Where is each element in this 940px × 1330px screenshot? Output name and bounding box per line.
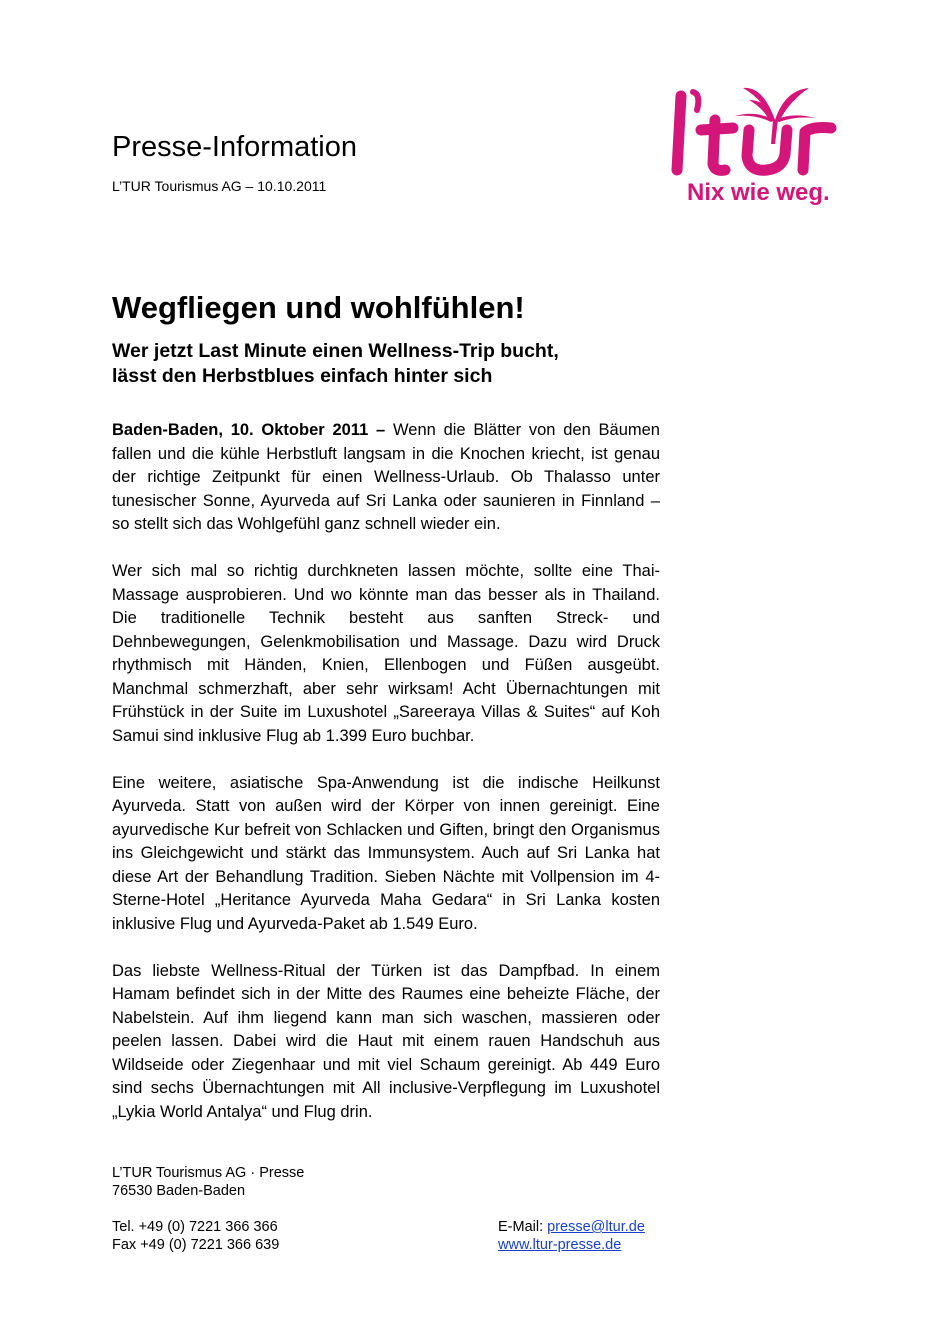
article-headline: Wegfliegen und wohlfühlen! [112,290,525,325]
article-paragraph [112,419,660,537]
email-label: E-Mail: [498,1219,548,1235]
dateline: Baden-Baden, 10. Oktober 2011 – [112,421,386,439]
page-title: Presse-Information [112,131,357,163]
ltur-logo [663,82,848,208]
subheadline-line: Wer jetzt Last Minute einen Wellness-Trip bucht, [112,340,559,362]
footer-email [498,1218,660,1236]
website-link[interactable]: www.ltur-presse.de [498,1237,622,1253]
article-paragraph: Eine weitere, asiatische Spa-Anwendung ist die indische Heilkunst Ayurveda. Statt von außen wird der Körper von innen gereinigt. Eine ayurvedische Kur befreit von Schlacken und Giften, bringt den Organismus ins Gleichgewicht und stärkt das Immunsystem. Auch auf Sri Lanka hat diese Art der Behandlung Tradition. Sieben Nächte mit Vollpension im 4-Sterne-Hotel „Heritance Ayurveda Maha Gedara“ in Sri Lanka kosten inklusive Flug und Ayurveda-Paket ab 1.549 Euro. [112,773,660,933]
subheadline-line: lässt den Herbstblues einfach hinter sich [112,365,493,387]
paragraph-text: Wenn die Blätter von den Bäumen fallen und die kühle Herbstluft langsam in die Knochen kriecht, ist genau der richtige Zeitpunkt für einen Wellness-Urlaub. Ob Thalasso unter tunesischer Sonne, Ayurveda auf Sri Lanka oder saunieren in Finnland – so stellt sich das Wohlgefühl ganz schnell wieder ein. [112,421,660,533]
footer-address [112,1164,660,1200]
palm-tree-icon [663,82,848,208]
footer-city: 76530 Baden-Baden [112,1183,246,1199]
footer-phone: Tel. +49 (0) 7221 366 366 [112,1219,278,1235]
article-body [112,419,660,1148]
footer-contact-row [112,1236,660,1254]
article-paragraph: Das liebste Wellness-Ritual der Türken ist das Dampfbad. In einem Hamam befindet sich in der Mitte des Raumes eine beheizte Fläche, der Nabelstein. Auf ihm liegend kann man sich waschen, massieren oder peelen lassen. Dabei wird die Haut mit einem rauen Handschuh aus Wildseide oder Ziegenhaar und mit viel Schaum gereinigt. Ab 449 Euro sind sechs Übernachtungen mit All inclusive-Verpflegung im Luxushotel „Lykia World Antalya“ und Flug drin. [112,961,660,1121]
company-date-line: L’TUR Tourismus AG – 10.10.2011 [112,178,327,194]
contact-footer [112,1164,660,1254]
email-link[interactable]: presse@ltur.de [547,1219,645,1235]
footer-contact-row [112,1218,660,1236]
article-paragraph: Wer sich mal so richtig durchkneten lassen möchte, sollte eine Thai-Massage ausprobieren. Und wo könnte man das besser als in Thailand. Die traditionelle Technik besteht aus sanften Streck- und Dehnbewegungen, Gelenkmobilisation und Massage. Dazu wird Druck rhythmisch mit Händen, Knien, Ellenbogen und Füßen ausgeübt. Manchmal schmerzhaft, aber sehr wirksam! Acht Übernachtungen mit Frühstück in der Suite im Luxushotel „Sareeraya Villas & Suites“ auf Koh Samui sind inklusive Flug ab 1.399 Euro buchbar. [112,562,660,745]
logo-slogan: Nix wie weg. [687,179,830,206]
article-subheadline [112,339,672,389]
footer-website [498,1236,660,1254]
footer-fax: Fax +49 (0) 7221 366 639 [112,1237,280,1253]
footer-company: L’TUR Tourismus AG · Presse [112,1165,305,1181]
